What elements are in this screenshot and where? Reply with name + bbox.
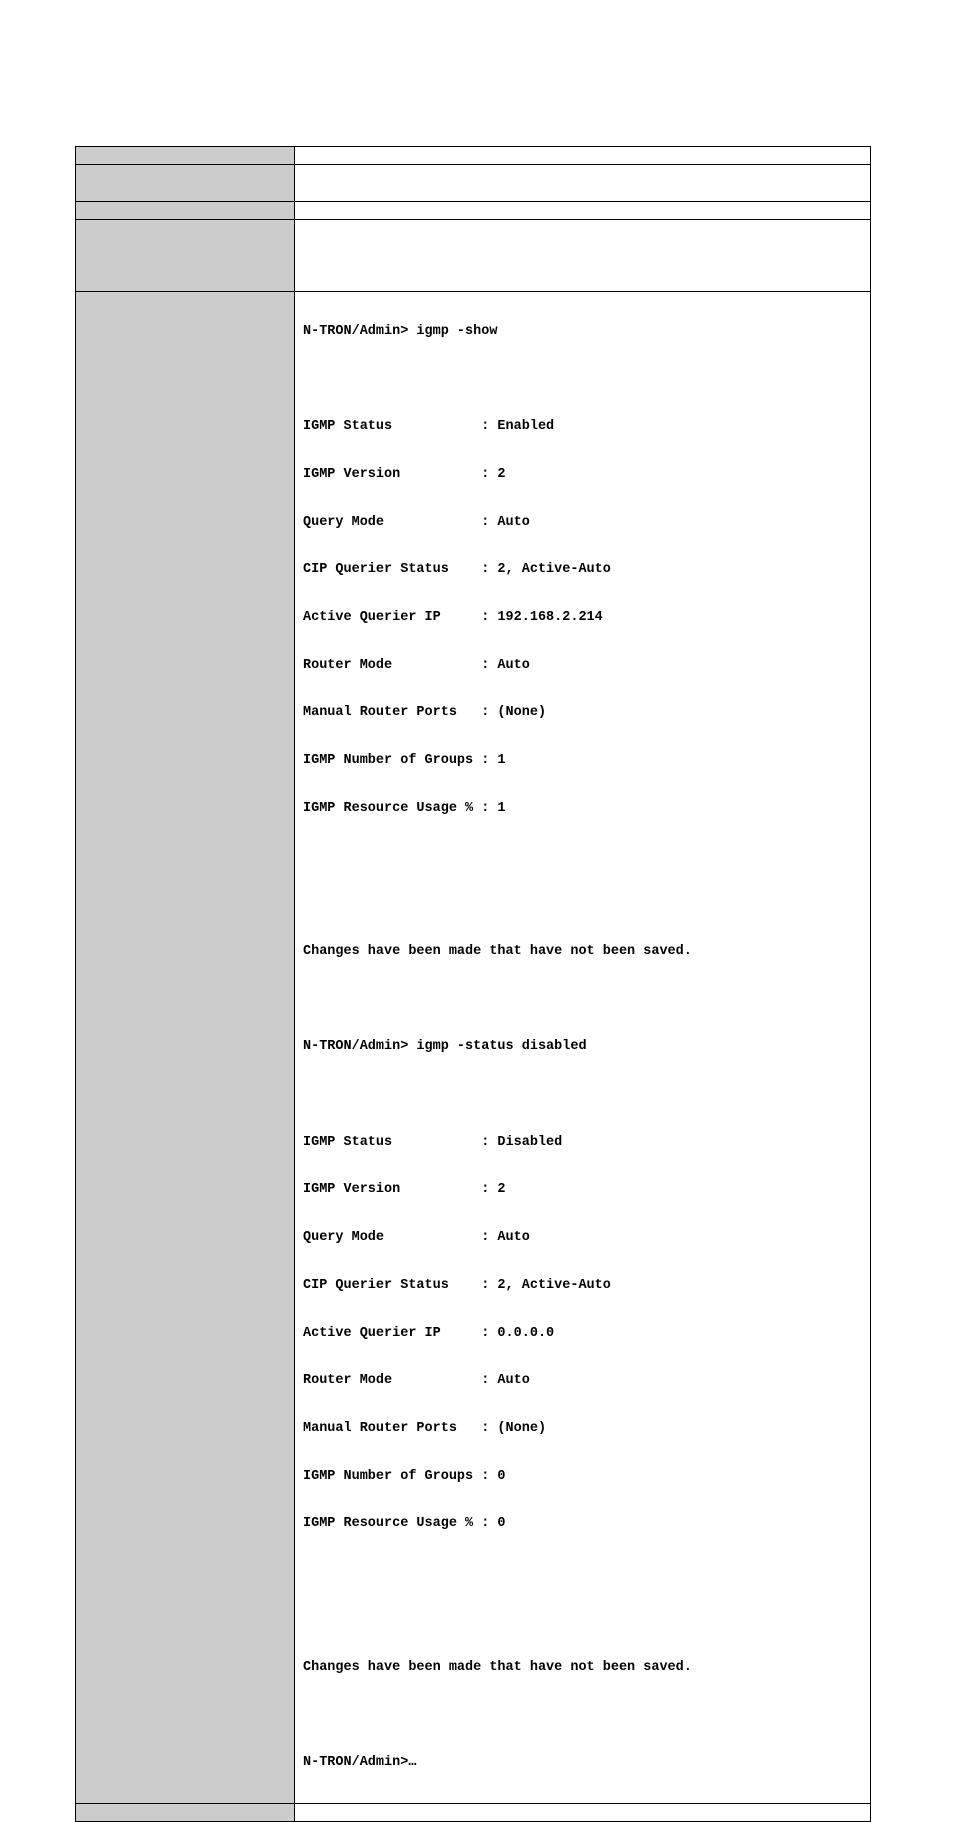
console-line: IGMP Version : 2 [303,1182,506,1198]
console-line [303,849,870,865]
console-line: Manual Router Ports : (None) [303,1420,547,1436]
table-row [76,292,871,1804]
console-line [303,1087,870,1103]
value-cell [295,202,871,220]
value-cell [295,220,871,292]
value-cell [295,165,871,202]
console-line: IGMP Status : Enabled [303,419,555,435]
console-line: IGMP Status : Disabled [303,1134,563,1150]
console-line: Active Querier IP : 192.168.2.214 [303,610,603,626]
console-line: N-TRON/Admin>… [303,1754,417,1770]
label-cell [76,220,295,292]
label-cell [76,165,295,202]
console-line: IGMP Resource Usage % : 1 [303,800,506,816]
table-row [76,202,871,220]
console-line: Changes have been made that have not been saved. [303,943,692,959]
table-row [76,165,871,202]
console-line: Router Mode : Auto [303,1373,530,1389]
console-line: N-TRON/Admin> igmp -show [303,323,498,339]
console-line: Changes have been made that have not been saved. [303,1659,692,1675]
label-cell [76,147,295,165]
console-line: Manual Router Ports : (None) [303,705,547,721]
console-line [303,992,870,1008]
command-reference-table [75,146,871,1822]
console-line: CIP Querier Status : 2, Active-Auto [303,562,611,578]
console-line: Active Querier IP : 0.0.0.0 [303,1325,555,1341]
console-line [303,372,870,388]
console-line: Query Mode : Auto [303,514,530,530]
console-line: Query Mode : Auto [303,1230,530,1246]
label-cell [76,1803,295,1821]
console-output [295,292,870,1803]
label-cell [76,292,295,1804]
console-line: Router Mode : Auto [303,657,530,673]
value-cell [295,1803,871,1821]
console-line [303,1612,870,1628]
example-output-cell [295,292,871,1804]
console-line [303,1564,870,1580]
value-cell [295,147,871,165]
console-line [303,896,870,912]
console-line: IGMP Number of Groups : 0 [303,1468,506,1484]
table-row [76,147,871,165]
console-line: CIP Querier Status : 2, Active-Auto [303,1277,611,1293]
console-line: IGMP Resource Usage % : 0 [303,1516,506,1532]
table-row [76,220,871,292]
console-line [303,1707,870,1723]
console-line: IGMP Version : 2 [303,466,506,482]
table-row [76,1803,871,1821]
console-line: N-TRON/Admin> igmp -status disabled [303,1039,587,1055]
label-cell [76,202,295,220]
console-line: IGMP Number of Groups : 1 [303,753,506,769]
